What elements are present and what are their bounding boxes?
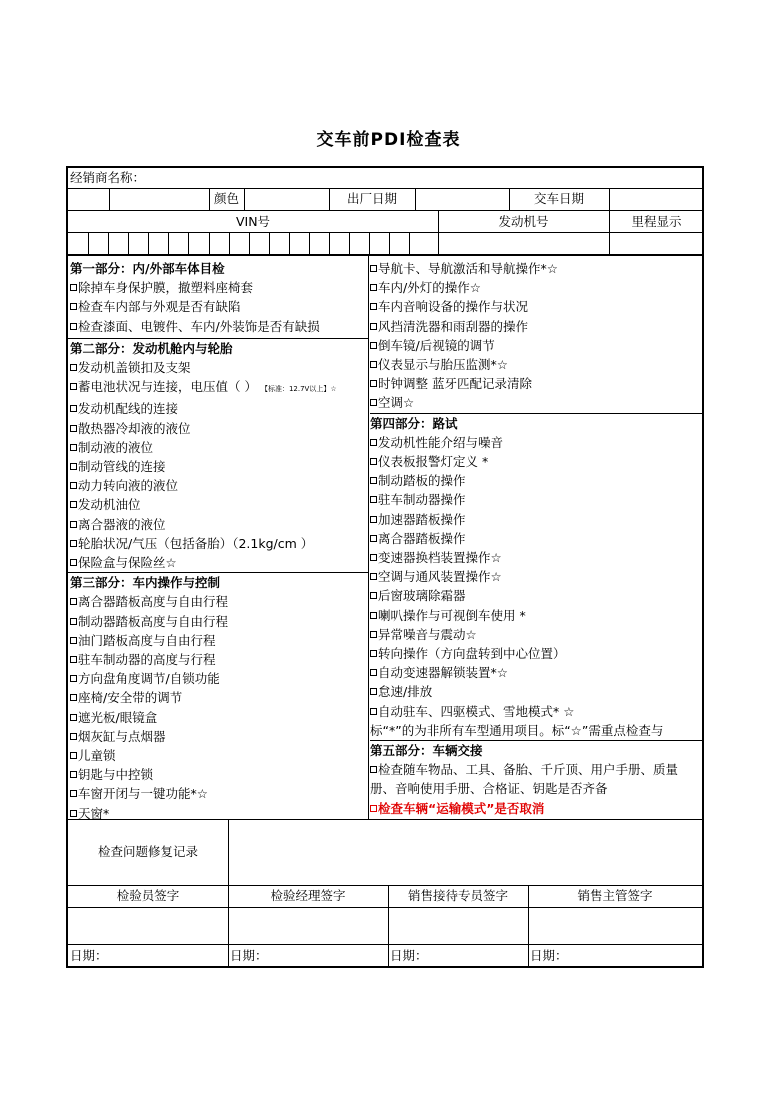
rule: [68, 254, 702, 256]
mileage-label: 里程显示: [631, 214, 682, 229]
checkbox[interactable]: [370, 399, 377, 406]
item-label: 检查随车物品、工具、备胎、千斤顶、用户手册、质量: [378, 762, 679, 778]
list-item[interactable]: [70, 317, 366, 336]
list-item[interactable]: [370, 297, 702, 316]
list-item[interactable]: [70, 784, 366, 803]
vin-label: VIN号: [235, 214, 271, 229]
item-label: 加速器踏板操作: [378, 511, 466, 527]
list-item[interactable]: [70, 457, 366, 476]
checkbox[interactable]: [370, 669, 377, 676]
list-item[interactable]: [370, 355, 702, 374]
list-item[interactable]: [370, 586, 702, 605]
sales-reception-signature-label: 销售接待专员签字: [407, 888, 508, 903]
list-item[interactable]: [370, 644, 702, 663]
list-item[interactable]: [70, 746, 366, 765]
checkbox[interactable]: [70, 656, 77, 663]
checkbox[interactable]: [370, 554, 377, 561]
checkbox[interactable]: [370, 688, 377, 695]
item-label: 制动器踏板高度与自由行程: [78, 613, 229, 629]
right-checklist: [370, 259, 702, 818]
checkbox[interactable]: [370, 361, 377, 368]
checkbox[interactable]: [370, 516, 377, 523]
checkbox[interactable]: [70, 714, 77, 721]
item-label: 仪表显示与胎压监测*☆: [378, 357, 508, 373]
inspector-signature-label: 检验员签字: [116, 888, 180, 903]
item-label: 检查车内部与外观是否有缺陷: [78, 299, 241, 315]
color-label: 颜色: [213, 191, 239, 206]
record-label: 检查问题修复记录: [97, 844, 198, 859]
rule: [68, 572, 368, 573]
item-label: 车窗开闭与一键功能*☆: [78, 786, 208, 802]
checkbox[interactable]: [370, 612, 377, 619]
rule: [244, 188, 245, 210]
list-item[interactable]: [70, 515, 366, 534]
item-label: 倒车镜/后视镜的调节: [378, 337, 495, 353]
checkbox[interactable]: [370, 631, 377, 638]
vin-box-rule: [349, 232, 350, 254]
section-5-title: 第五部分：车辆交接: [370, 743, 483, 759]
item-label: 异常噪音与震动☆: [378, 626, 477, 642]
item-label: 风挡清洗器和雨刮器的操作: [378, 318, 529, 334]
left-checklist: [70, 259, 366, 823]
item-label: 除掉车身保护膜，撤塑料座椅套: [78, 280, 254, 296]
vin-box-rule: [209, 232, 210, 254]
item-label: 座椅/安全带的调节: [78, 690, 183, 706]
checkbox[interactable]: [70, 618, 77, 625]
checkbox[interactable]: [370, 535, 377, 542]
item-label: 儿童锁: [78, 748, 116, 764]
list-item[interactable]: [370, 317, 702, 336]
item-label: 驻车制动器的高度与行程: [78, 652, 216, 668]
engine-no-label: 发动机号: [498, 214, 549, 229]
vin-box-rule: [188, 232, 189, 254]
rule: [609, 188, 610, 210]
vin-box-rule: [389, 232, 390, 254]
item-label: 天窗*: [78, 805, 110, 821]
item-label: 保险盒与保险丝☆: [78, 555, 177, 571]
list-item[interactable]: [70, 708, 366, 727]
date-label: 日期：: [390, 948, 428, 963]
checkbox[interactable]: [370, 342, 377, 349]
list-item[interactable]: [70, 476, 366, 495]
vin-box-rule: [289, 232, 290, 254]
item-label: 时钟调整 蓝牙匹配记录清除: [378, 376, 532, 392]
factory-date-label: 出厂日期: [346, 191, 397, 206]
list-item[interactable]: [70, 669, 366, 688]
item-label: 方向盘角度调节/自锁功能: [78, 671, 220, 687]
pdi-checklist-table: [66, 166, 704, 968]
list-item[interactable]: [370, 606, 702, 625]
vin-box-rule: [88, 232, 89, 254]
list-item[interactable]: [370, 548, 702, 567]
item-label: 转向操作（方向盘转到中心位置）: [378, 646, 566, 662]
checkbox[interactable]: [370, 805, 377, 812]
item-label: 动力转向液的液位: [78, 478, 179, 494]
list-item-continuation: 册、音响使用手册、合格证、钥匙是否齐备: [370, 781, 608, 797]
item-label: 自动变速器解锁装置*☆: [378, 665, 508, 681]
rule: [68, 210, 702, 211]
item-label: 检查漆面、电镀件、车内/外装饰是否有缺损: [78, 318, 320, 334]
section-3-title: 第三部分：车内操作与控制: [70, 575, 221, 591]
checkbox[interactable]: [370, 496, 377, 503]
checkbox[interactable]: [70, 405, 77, 412]
item-label: 离合器踏板操作: [378, 530, 466, 546]
item-label: 遮光板/眼镜盒: [78, 709, 158, 725]
checkbox[interactable]: [370, 303, 377, 310]
checkbox[interactable]: [370, 323, 377, 330]
item-label: 仪表板报警灯定义 *: [378, 454, 489, 470]
list-item[interactable]: [70, 278, 366, 297]
checkbox[interactable]: [370, 380, 377, 387]
list-item[interactable]: [370, 625, 702, 644]
checkbox[interactable]: [370, 592, 377, 599]
section-2-title: 第二部分：发动机舱内与轮胎: [70, 340, 233, 356]
list-item[interactable]: [70, 592, 366, 611]
checkbox[interactable]: [70, 637, 77, 644]
rule: [68, 338, 368, 339]
vin-box-rule: [249, 232, 250, 254]
checkbox[interactable]: [70, 733, 77, 740]
list-item[interactable]: [370, 490, 702, 509]
checkbox[interactable]: [70, 771, 77, 778]
item-label: 自动驻车、四驱模式、雪地模式* ☆: [378, 703, 575, 719]
list-item[interactable]: [370, 510, 702, 529]
section-1-title: 第一部分：内/外部车体目检: [70, 261, 225, 276]
checkbox[interactable]: [70, 303, 77, 310]
item-label: 发动机性能介绍与噪音: [378, 434, 504, 450]
vin-box-rule: [229, 232, 230, 254]
rule: [228, 819, 229, 885]
item-label: 车内/外灯的操作☆: [378, 280, 481, 296]
list-item[interactable]: [370, 799, 702, 818]
list-item[interactable]: [70, 631, 366, 650]
list-item[interactable]: [70, 534, 366, 553]
checkbox[interactable]: [70, 598, 77, 605]
rule: [109, 188, 110, 210]
checkbox[interactable]: [70, 559, 77, 566]
list-item[interactable]: [70, 650, 366, 669]
checkbox[interactable]: [370, 284, 377, 291]
item-label: 车内音响设备的操作与状况: [378, 299, 529, 315]
list-item[interactable]: [70, 377, 366, 399]
checkbox[interactable]: [70, 521, 77, 528]
checkbox[interactable]: [70, 810, 77, 817]
item-label: 蓄电池状况与连接，电压值（ ）: [78, 379, 257, 395]
battery-note: 【标准：12.7V以上】☆: [260, 385, 337, 394]
date-label: 日期：: [230, 948, 268, 963]
item-label: 检查车辆“运输模式”是否取消: [378, 800, 545, 816]
item-label: 散热器冷却液的液位: [78, 420, 191, 436]
item-label: 怠速/排放: [378, 684, 433, 700]
checkbox[interactable]: [370, 766, 377, 773]
checkbox[interactable]: [70, 383, 77, 390]
item-label: 发动机油位: [78, 497, 141, 513]
date-label: 日期：: [70, 948, 108, 963]
item-label: 变速器换档装置操作☆: [378, 550, 502, 566]
vin-box-rule: [168, 232, 169, 254]
item-label: 发动机配线的连接: [78, 401, 179, 417]
page-title: 交车前PDI检查表: [316, 130, 461, 150]
checkbox[interactable]: [370, 477, 377, 484]
list-item[interactable]: [370, 682, 702, 701]
rule: [68, 819, 702, 820]
item-label: 空调☆: [378, 395, 415, 411]
item-label: 烟灰缸与点烟器: [78, 728, 166, 744]
list-item[interactable]: [370, 393, 702, 412]
list-item[interactable]: [370, 433, 702, 452]
rule: [68, 907, 702, 908]
item-label: 空调与通风装置操作☆: [378, 569, 502, 585]
checkbox[interactable]: [70, 323, 77, 330]
checkbox[interactable]: [70, 694, 77, 701]
item-label: 制动液的液位: [78, 439, 154, 455]
delivery-date-label: 交车日期: [533, 191, 584, 206]
list-item[interactable]: [70, 765, 366, 784]
rule: [370, 740, 702, 741]
list-item[interactable]: [370, 336, 702, 355]
item-label: 油门踏板高度与自由行程: [78, 632, 216, 648]
checkbox[interactable]: [370, 439, 377, 446]
date-label: 日期：: [530, 948, 568, 963]
list-item[interactable]: [370, 760, 702, 779]
checkbox[interactable]: [70, 425, 77, 432]
checkbox[interactable]: [370, 458, 377, 465]
rule: [68, 232, 702, 233]
list-item[interactable]: [70, 688, 366, 707]
list-item[interactable]: [370, 278, 702, 297]
checkbox[interactable]: [370, 573, 377, 580]
vin-box-rule: [369, 232, 370, 254]
item-label: 喇叭操作与可视倒车使用 *: [378, 607, 526, 623]
rule: [415, 188, 416, 210]
checkbox[interactable]: [70, 364, 77, 371]
list-item[interactable]: [370, 567, 702, 586]
list-item[interactable]: [70, 358, 366, 377]
vin-box-rule: [309, 232, 310, 254]
item-label: 后窗玻璃除霜器: [378, 588, 466, 604]
item-label: 制动踏板的操作: [378, 473, 466, 489]
sales-supervisor-signature-label: 销售主管签字: [577, 888, 653, 903]
vin-box-rule: [329, 232, 330, 254]
rule: [370, 413, 702, 414]
checkbox[interactable]: [70, 752, 77, 759]
list-item[interactable]: [70, 804, 366, 823]
checkbox[interactable]: [70, 540, 77, 547]
checkbox[interactable]: [70, 790, 77, 797]
list-item[interactable]: [70, 419, 366, 438]
checkbox[interactable]: [70, 482, 77, 489]
vin-box-rule: [409, 232, 410, 254]
list-item[interactable]: [70, 297, 366, 316]
item-label: 驻车制动器操作: [378, 492, 466, 508]
note-line: 标“*”的为非所有车型通用项目。标“☆”需重点检查与: [370, 722, 664, 738]
item-label: 导航卡、导航激活和导航操作*☆: [378, 261, 558, 276]
checkbox[interactable]: [370, 650, 377, 657]
list-item[interactable]: [70, 727, 366, 746]
checkbox[interactable]: [70, 284, 77, 291]
list-item[interactable]: [370, 259, 702, 278]
item-label: 轮胎状况/气压（包括备胎）（2.1kg/cm ）: [78, 535, 314, 551]
item-label: 离合器踏板高度与自由行程: [78, 594, 229, 610]
item-label: 钥匙与中控锁: [78, 767, 154, 783]
list-item[interactable]: [70, 553, 366, 572]
list-item[interactable]: [370, 374, 702, 393]
checkbox[interactable]: [370, 708, 377, 715]
list-item[interactable]: [70, 438, 366, 457]
checkbox[interactable]: [70, 463, 77, 470]
inspection-manager-signature-label: 检验经理签字: [270, 888, 346, 903]
list-item[interactable]: [370, 702, 702, 721]
section-4-title: 第四部分：路试: [370, 415, 458, 431]
vin-box-rule: [269, 232, 270, 254]
checkbox[interactable]: [70, 675, 77, 682]
list-item[interactable]: [370, 529, 702, 548]
column-divider: [368, 255, 369, 819]
checkbox[interactable]: [370, 265, 377, 272]
checkbox[interactable]: [70, 444, 77, 451]
list-item[interactable]: [370, 452, 702, 471]
item-label: 发动机盖锁扣及支架: [78, 360, 191, 376]
vin-box-rule: [108, 232, 109, 254]
vin-box-rule: [148, 232, 149, 254]
list-item[interactable]: [370, 663, 702, 682]
vin-box-rule: [128, 232, 129, 254]
item-label: 离合器液的液位: [78, 516, 166, 532]
dealer-label: 经销商名称：: [70, 170, 146, 185]
list-item[interactable]: [70, 495, 366, 514]
list-item[interactable]: [70, 399, 366, 418]
rule: [68, 944, 702, 945]
item-label: 制动管线的连接: [78, 459, 166, 475]
list-item[interactable]: [70, 612, 366, 631]
checkbox[interactable]: [70, 501, 77, 508]
list-item[interactable]: [370, 471, 702, 490]
